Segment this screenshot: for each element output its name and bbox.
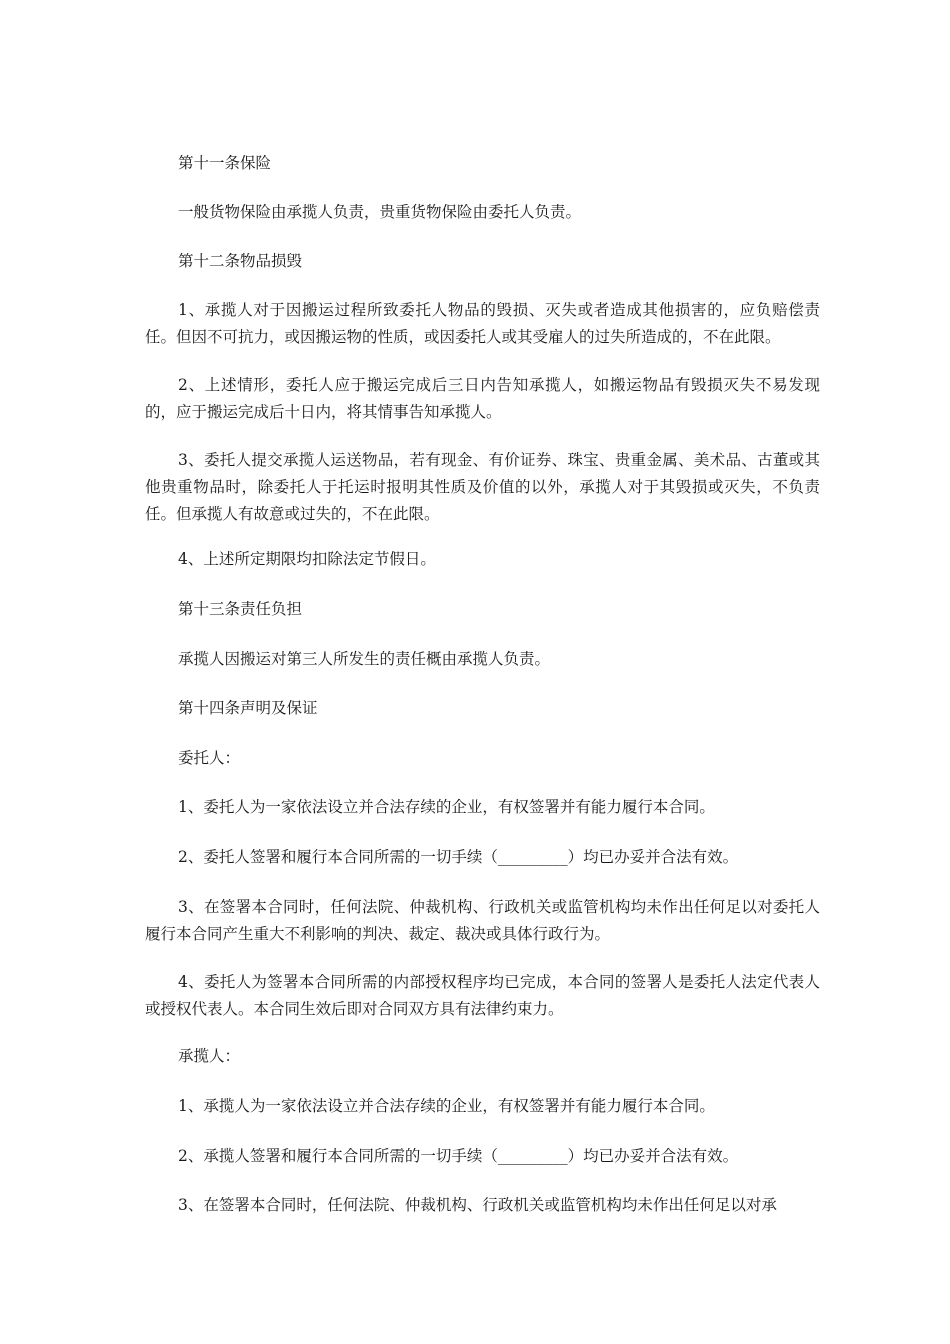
- article-14-heading: 第十四条声明及保证: [178, 699, 318, 717]
- article-12-clause-2: 2、上述情形，委托人应于搬运完成后三日内告知承揽人，如搬运物品有毁损灭失不易发现的，应于搬运完成后十日内，将其情事告知承揽人。: [145, 376, 820, 421]
- client-label: 委托人：: [178, 749, 241, 767]
- article-11-heading: 第十一条保险: [178, 154, 272, 172]
- client-clause-2: 2、委托人签署和履行本合同所需的一切手续（_________）均已办妥并合法有效。: [178, 848, 739, 866]
- contractor-label: 承揽人：: [178, 1047, 241, 1065]
- contractor-clause-2: 2、承揽人签署和履行本合同所需的一切手续（_________）均已办妥并合法有效。: [178, 1147, 739, 1165]
- article-12-clause-1: 1、承揽人对于因搬运过程所致委托人物品的毁损、灭失或者造成其他损害的，应负赔偿责任。但因不可抗力，或因搬运物的性质，或因委托人或其受雇人的过失所造成的，不在此限。: [145, 301, 820, 346]
- article-13-heading: 第十三条责任负担: [178, 600, 303, 618]
- article-11-text: 一般货物保险由承揽人负责，贵重货物保险由委托人负责。: [178, 203, 582, 221]
- client-clause-4: 4、委托人为签署本合同所需的内部授权程序均已完成，本合同的签署人是委托人法定代表人或授权代表人。本合同生效后即对合同双方具有法律约束力。: [145, 973, 820, 1018]
- article-13-text: 承揽人因搬运对第三人所发生的责任概由承揽人负责。: [178, 650, 551, 668]
- contractor-clause-3: 3、在签署本合同时，任何法院、仲裁机构、行政机关或监管机构均未作出任何足以对承: [178, 1196, 777, 1214]
- article-12-clause-4: 4、上述所定期限均扣除法定节假日。: [178, 550, 436, 568]
- article-12-clause-3: 3、委托人提交承揽人运送物品，若有现金、有价证券、珠宝、贵重金属、美术品、古董或其他贵重物品时，除委托人于托运时报明其性质及价值的以外，承揽人对于其毁损或灭失，不负责任。但承揽人有故意或过失的，不在此限。: [145, 451, 820, 523]
- client-clause-3: 3、在签署本合同时，任何法院、仲裁机构、行政机关或监管机构均未作出任何足以对委托人履行本合同产生重大不利影响的判决、裁定、裁决或具体行政行为。: [145, 898, 820, 943]
- article-12-heading: 第十二条物品损毁: [178, 252, 303, 270]
- client-clause-1: 1、委托人为一家依法设立并合法存续的企业，有权签署并有能力履行本合同。: [178, 798, 715, 816]
- contractor-clause-1: 1、承揽人为一家依法设立并合法存续的企业，有权签署并有能力履行本合同。: [178, 1097, 715, 1115]
